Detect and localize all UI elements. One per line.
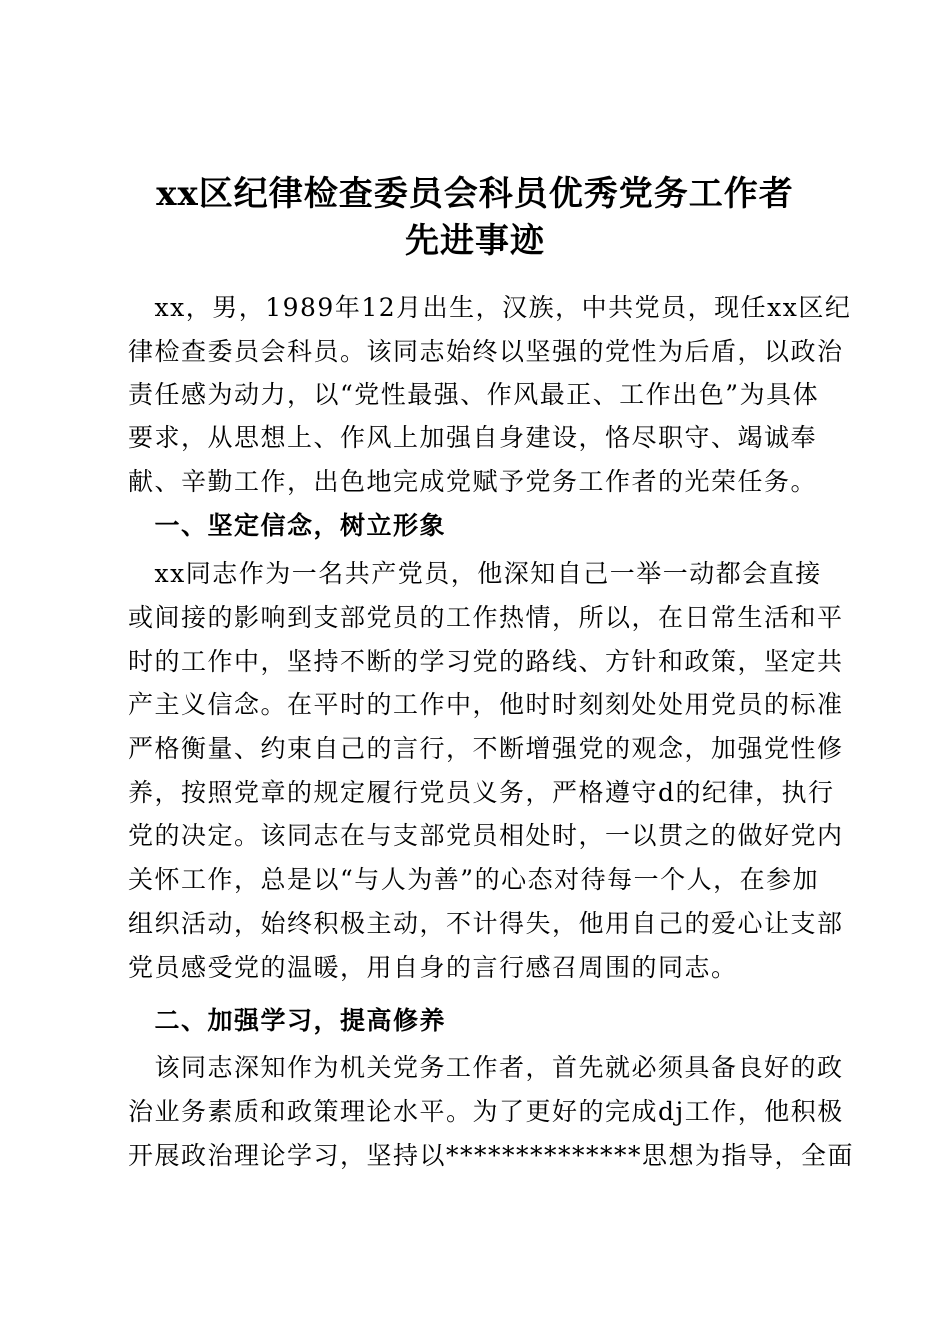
body-text-line: 律检查委员会科员。该同志始终以坚强的党性为后盾，以政治 (128, 337, 844, 366)
body-text-line: 产主义信念。在平时的工作中，他时时刻刻处处用党员的标准 (128, 690, 844, 719)
document-title-line-1: xx区纪律检查委员会科员优秀党务工作者 (156, 174, 794, 214)
section-heading-2: 二、加强学习，提高修养 (128, 1006, 447, 1035)
body-text-line: 治业务素质和政策理论水平。为了更好的完成dj工作，他积极 (128, 1097, 844, 1126)
body-text-line: 或间接的影响到支部党员的工作热情，所以，在日常生活和平 (128, 603, 844, 632)
document-title-line-2: 先进事迹 (405, 221, 545, 261)
body-text-line: xx，男，1989年12月出生，汉族，中共党员，现任xx区纪 (128, 293, 852, 322)
body-text-line: 严格衡量、约束自己的言行，不断增强党的观念，加强党性修 (128, 734, 844, 763)
body-text-line: 责任感为动力，以“党性最强、作风最正、工作出色”为具体 (128, 380, 820, 409)
body-text-line: 要求，从思想上、作风上加强自身建设，恪尽职守、竭诚奉 (128, 423, 818, 452)
body-text-line: 养，按照党章的规定履行党员义务，严格遵守d的纪律，执行 (128, 778, 835, 807)
section-heading-1: 一、坚定信念，树立形象 (128, 511, 447, 540)
body-text-line: xx同志作为一名共产党员，他深知自己一举一动都会直接 (128, 559, 822, 588)
body-text-line: 开展政治理论学习，坚持以**************思想为指导，全面 (128, 1141, 855, 1170)
body-text-line: 党的决定。该同志在与支部党员相处时，一以贯之的做好党内 (128, 821, 844, 850)
body-text-line: 关怀工作，总是以“与人为善”的心态对待每一个人，在参加 (128, 865, 820, 894)
body-text-line: 时的工作中，坚持不断的学习党的路线、方针和政策，坚定共 (128, 647, 844, 676)
body-text-line: 党员感受党的温暖，用自身的言行感召周围的同志。 (128, 953, 738, 982)
body-text-line: 献、辛勤工作，出色地完成党赋予党务工作者的光荣任务。 (128, 467, 818, 496)
body-text-line: 组织活动，始终积极主动，不计得失，他用自己的爱心让支部 (128, 909, 844, 938)
body-text-line: 该同志深知作为机关党务工作者，首先就必须具备良好的政 (128, 1053, 844, 1082)
